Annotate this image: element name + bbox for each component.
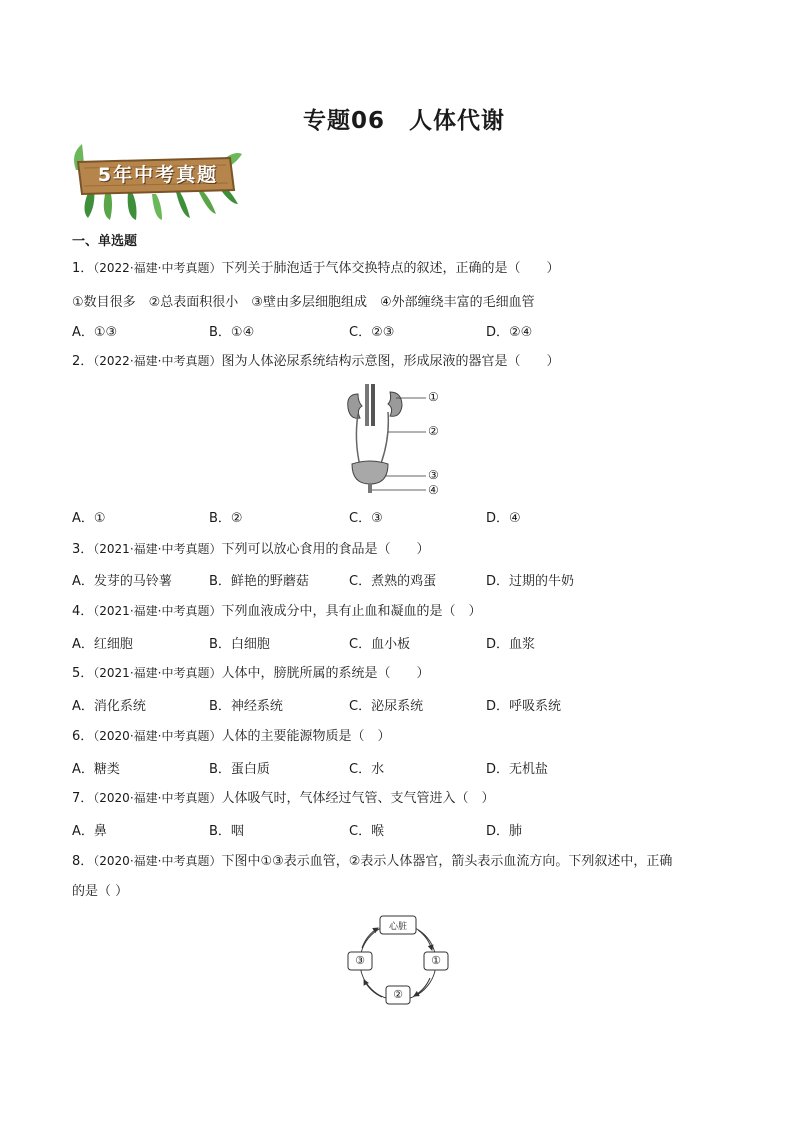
option-a[interactable]: A．①③ <box>72 325 118 340</box>
question-number: 4． <box>72 604 94 619</box>
question-5 <box>72 663 429 684</box>
question-source: （2020·福建·中考真题） <box>93 729 222 743</box>
question-source: （2020·福建·中考真题） <box>93 791 222 805</box>
question-number: 5． <box>72 666 94 681</box>
option-c[interactable]: C．喉 <box>349 824 385 839</box>
question-source: （2021·福建·中考真题） <box>93 542 222 556</box>
question-stem: 人体的主要能源物质是（ ） <box>221 729 391 744</box>
question-stem: 人体吸气时，气体经过气管、支气管进入（ ） <box>221 791 495 806</box>
option-d[interactable]: D．呼吸系统 <box>486 699 562 714</box>
option-d[interactable]: D．无机盐 <box>486 762 549 777</box>
question-6 <box>72 726 390 747</box>
question-8 <box>72 851 672 872</box>
question-stem: 下列可以放心食用的食品是（ ） <box>221 542 430 557</box>
option-a[interactable]: A．发芽的马铃薯 <box>72 574 172 589</box>
option-d[interactable]: D．肺 <box>486 824 523 839</box>
option-a[interactable]: A．鼻 <box>72 824 107 839</box>
question-stem: 下图中①③表示血管，②表示人体器官，箭头表示血流方向。下列叙述中，正确 <box>221 854 673 869</box>
question-4-options <box>72 633 772 653</box>
question-1 <box>72 258 559 279</box>
question-number: 7． <box>72 791 94 806</box>
figure-label-2: ② <box>393 988 403 1001</box>
option-b[interactable]: B．蛋白质 <box>209 762 270 777</box>
option-c[interactable]: C．②③ <box>349 325 395 340</box>
question-7 <box>72 788 494 809</box>
question-3 <box>72 539 429 560</box>
question-source: （2021·福建·中考真题） <box>93 604 222 618</box>
question-number: 8． <box>72 854 94 869</box>
option-b[interactable]: B．咽 <box>209 824 244 839</box>
option-b[interactable]: B．② <box>209 511 243 526</box>
option-c[interactable]: C．水 <box>349 762 385 777</box>
question-source: （2021·福建·中考真题） <box>93 666 222 680</box>
option-c[interactable]: C．③ <box>349 511 383 526</box>
option-c[interactable]: C．泌尿系统 <box>349 699 424 714</box>
option-d[interactable]: D．④ <box>486 511 521 526</box>
question-1-statements: ①数目很多 ②总表面积很小 ③壁由多层细胞组成 ④外部缠绕丰富的毛细血管 <box>72 295 535 310</box>
question-3-options <box>72 570 772 590</box>
section-heading: 一、单选题 <box>72 234 138 249</box>
circulation-figure <box>340 912 456 1008</box>
question-number: 2． <box>72 354 94 369</box>
option-a[interactable]: A．糖类 <box>72 762 120 777</box>
figure-label-3: ③ <box>428 468 439 482</box>
option-a[interactable]: A．消化系统 <box>72 699 146 714</box>
figure-label-4: ④ <box>428 483 439 497</box>
question-source: （2020·福建·中考真题） <box>93 854 222 868</box>
question-stem: 人体中，膀胱所属的系统是（ ） <box>221 666 430 681</box>
question-number: 1． <box>72 261 94 276</box>
option-a[interactable]: A．① <box>72 511 106 526</box>
question-4 <box>72 601 481 622</box>
question-1-options <box>72 321 772 341</box>
figure-label-2: ② <box>428 424 439 438</box>
question-stem: 下列关于肺泡适于气体交换特点的叙述，正确的是（ ） <box>221 261 560 276</box>
question-source: （2022·福建·中考真题） <box>93 261 222 275</box>
question-2 <box>72 351 559 372</box>
heart-label: 心脏 <box>388 922 407 932</box>
page-title: 专题06 人体代谢 <box>302 108 505 134</box>
option-b[interactable]: B．鲜艳的野蘑菇 <box>209 574 309 589</box>
question-stem: 下列血液成分中，具有止血和凝血的是（ ） <box>221 604 482 619</box>
option-d[interactable]: D．血浆 <box>486 637 536 652</box>
option-b[interactable]: B．①④ <box>209 325 255 340</box>
figure-label-3: ③ <box>355 954 365 967</box>
question-6-options <box>72 758 772 778</box>
question-source: （2022·福建·中考真题） <box>93 354 222 368</box>
option-d[interactable]: D．②④ <box>486 325 533 340</box>
urinary-system-figure <box>338 380 458 498</box>
question-stem: 图为人体泌尿系统结构示意图，形成尿液的器官是（ ） <box>221 354 560 369</box>
exam-badge <box>70 140 242 220</box>
option-c[interactable]: C．血小板 <box>349 637 411 652</box>
question-number: 3． <box>72 542 94 557</box>
question-7-options <box>72 820 772 840</box>
question-2-options <box>72 507 772 527</box>
option-b[interactable]: B．神经系统 <box>209 699 283 714</box>
question-8-stem-continued: 的是（ ） <box>72 884 129 899</box>
option-a[interactable]: A．红细胞 <box>72 637 133 652</box>
option-c[interactable]: C．煮熟的鸡蛋 <box>349 574 437 589</box>
option-b[interactable]: B．白细胞 <box>209 637 270 652</box>
figure-label-1: ① <box>431 954 441 967</box>
figure-label-1: ① <box>428 390 439 404</box>
option-d[interactable]: D．过期的牛奶 <box>486 574 575 589</box>
question-number: 6． <box>72 729 94 744</box>
question-5-options <box>72 695 772 715</box>
badge-text: 5年中考真题 <box>97 164 219 186</box>
